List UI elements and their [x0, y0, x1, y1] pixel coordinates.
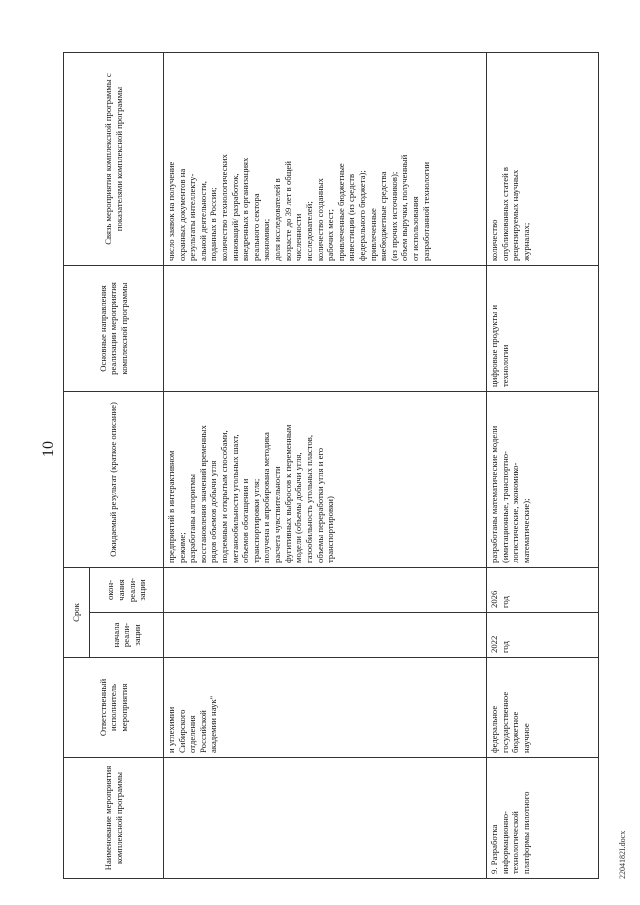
header-directions: Основные направления реализации мероприятия комплексной программы [64, 265, 164, 391]
row1-name [164, 758, 487, 879]
row2-directions: цифровые продукты и технологии [487, 265, 599, 391]
row1-responsible: и углехимии Сибирского отделения Российской академии наук" [164, 658, 487, 758]
row2-result: разработаны математические модели (имитационные, транспортно- логистические, экономико- математические); [487, 391, 599, 567]
header-name: Наименование мероприятия комплексной программы [64, 758, 164, 879]
row1-directions [164, 265, 487, 391]
row2-end: 2026 год [487, 567, 599, 612]
header-term-start: начала реали-зации [90, 613, 164, 658]
program-table [63, 52, 599, 879]
header-link: Связь мероприятия комплексной программы с показателями комплексной программы [64, 52, 164, 265]
page-number: 10 [40, 441, 57, 457]
row2-responsible: федеральное государственное бюджетное научное [487, 658, 599, 758]
row2-start: 2022 год [487, 613, 599, 658]
row1-end [164, 567, 487, 612]
row2-link: количество опубликованных статей в рецензируемых научных журналах; [487, 52, 599, 265]
row2-name: 9. Разработка информационно- технологической платформы пилотного [487, 758, 599, 879]
header-responsible: Ответственный исполнитель мероприятия [64, 658, 164, 758]
row1-start [164, 613, 487, 658]
table-row [487, 52, 599, 878]
row1-result: предприятий в интерактивном режиме; разработаны алгоритмы восстановления значений временных рядов объемов добычи угля подземным и открытым способами, метанообильности угольных шахт, объемов обогащения и транспортировки угля; получена и апробирована методика расчета чувствительности фугитивных выбросов к переменным модели (объемы добычи угля, газообильность угольных пластов, объемы переработки угля и его транспортировки) [164, 391, 487, 567]
header-term-end: окон-чания реали-зации [90, 567, 164, 612]
row1-link: число заявок на получение охранных документов на результаты интеллекту- альной деятельности, поданных в России; количество технологических инноваций/ разработок, внедренных в организациях реального сектора экономики; доля исследователей в возрасте до 39 лет в общей численности исследователей; количество созданных рабочих мест; привлеченные бюджетные инвестиции (из средств федерального бюджета); привлеченные внебюджетные средства (из прочих источников); объем выручки, полученный от использования разработанной технологии [164, 52, 487, 265]
header-term: Срок [64, 567, 90, 657]
header-result: Ожидаемый результат (краткое описание) [64, 391, 164, 567]
table-row [164, 52, 487, 878]
document-id: 2204182I.docx [618, 830, 627, 879]
